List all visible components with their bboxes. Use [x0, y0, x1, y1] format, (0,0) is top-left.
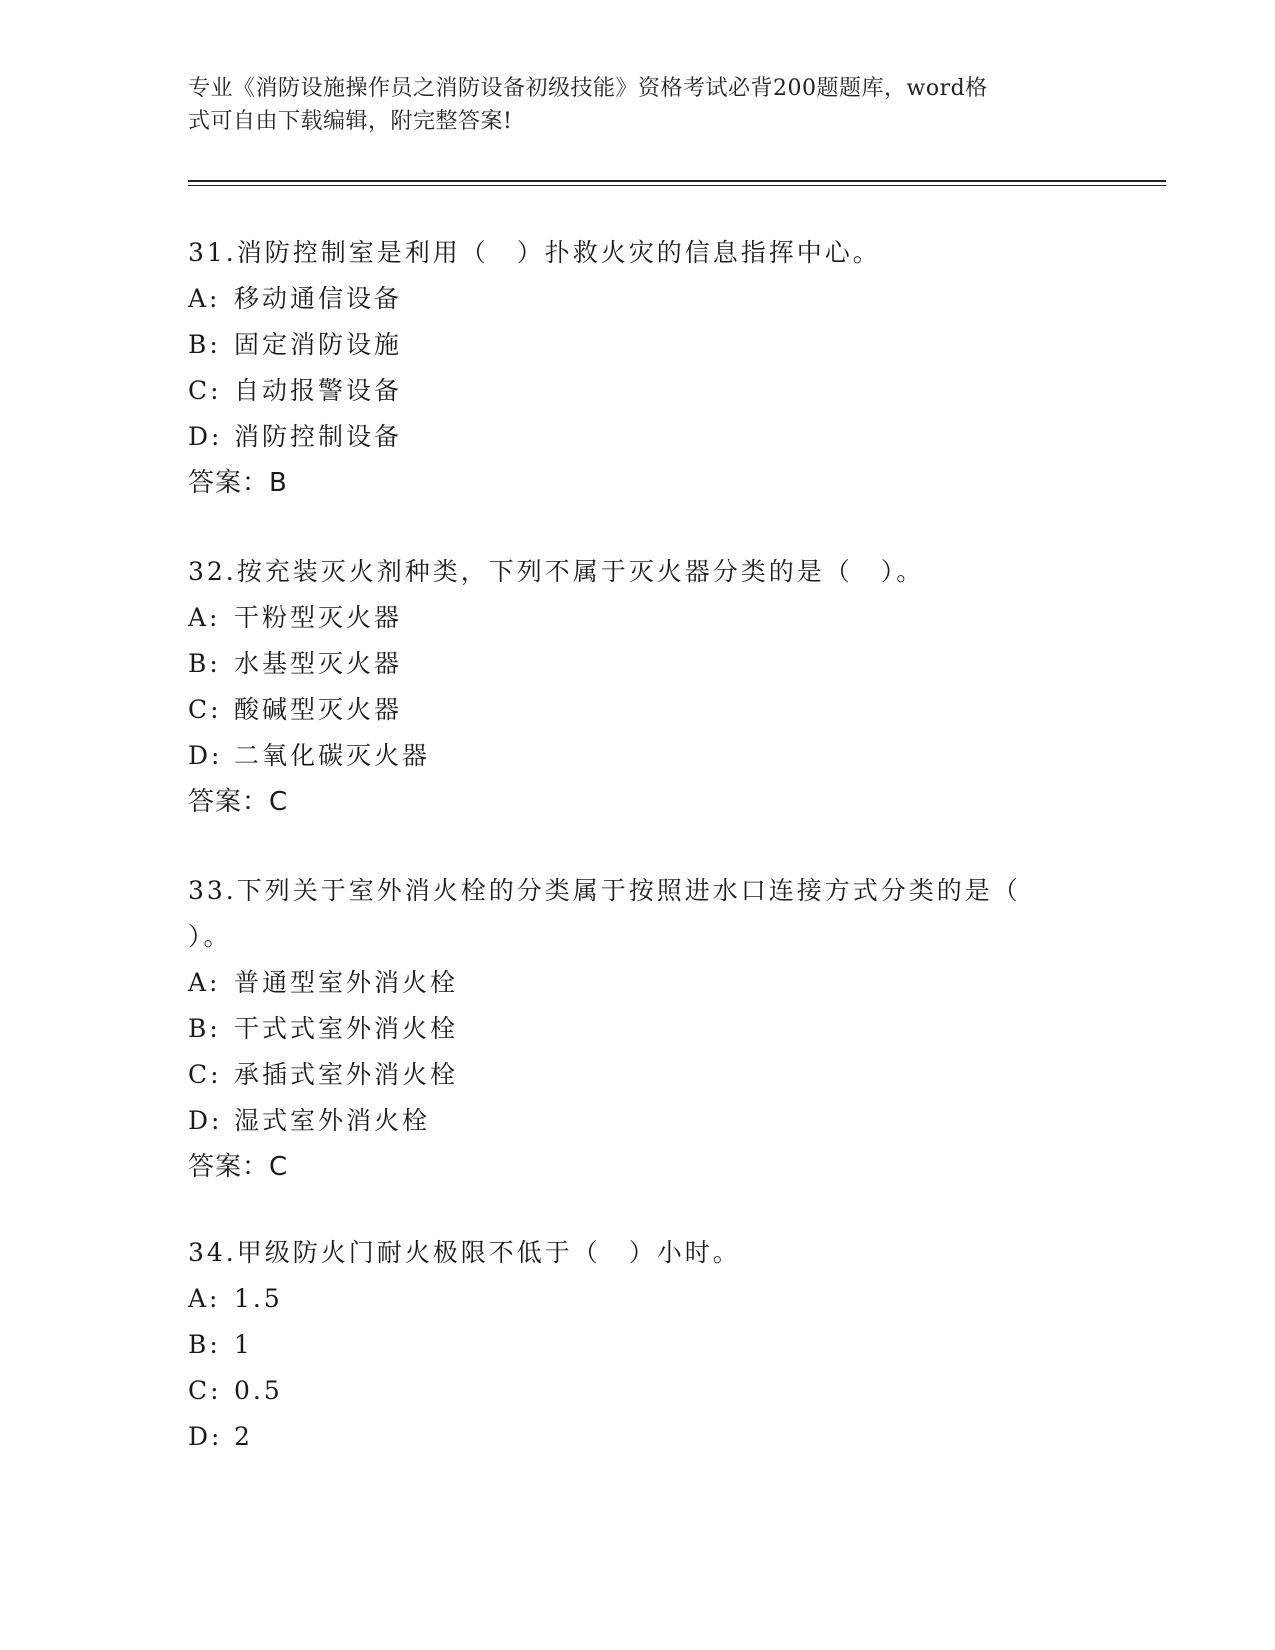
option-c — [188, 1368, 1088, 1414]
option-d — [188, 733, 1088, 779]
option-key: C: — [188, 1376, 222, 1405]
option-b — [188, 1006, 1088, 1052]
question-stem-continuation: ）。 — [188, 922, 232, 951]
question-stem: 32.按充装灭火剂种类，下列不属于灭火器分类的是（ ）。 — [188, 557, 925, 586]
option-text: 移动通信设备 — [234, 284, 403, 313]
option-b — [188, 1322, 1088, 1368]
option-a — [188, 276, 1088, 322]
answer-line: 答案：C — [188, 1152, 289, 1182]
option-b — [188, 641, 1088, 687]
option-text: 二氧化碳灭火器 — [234, 741, 431, 770]
question-32 — [188, 549, 1088, 825]
option-text: 消防控制设备 — [234, 422, 403, 451]
option-text: 2 — [234, 1422, 253, 1451]
option-key: A: — [188, 1284, 221, 1313]
option-d — [188, 1098, 1088, 1144]
option-a — [188, 1276, 1088, 1322]
question-34 — [188, 1230, 1088, 1460]
document-header — [188, 72, 1068, 138]
answer-line: 答案：B — [188, 468, 288, 498]
option-text: 固定消防设施 — [234, 330, 403, 359]
option-text: 干式式室外消火栓 — [234, 1014, 459, 1043]
option-key: A: — [188, 284, 221, 313]
question-stem: 33.下列关于室外消火栓的分类属于按照进水口连接方式分类的是（ — [188, 876, 1021, 905]
header-line-1: 专业《消防设施操作员之消防设备初级技能》资格考试必背200题题库，word格 — [188, 76, 988, 101]
question-stem: 34.甲级防火门耐火极限不低于（ ）小时。 — [188, 1238, 741, 1267]
header-divider-bottom — [188, 185, 1166, 186]
option-text: 1.5 — [234, 1284, 283, 1313]
option-text: 普通型室外消火栓 — [234, 968, 459, 997]
option-text: 水基型灭火器 — [234, 649, 403, 678]
header-line-2: 式可自由下载编辑，附完整答案! — [188, 109, 513, 134]
option-text: 湿式室外消火栓 — [234, 1106, 431, 1135]
option-b — [188, 322, 1088, 368]
question-31 — [188, 230, 1088, 506]
option-a — [188, 960, 1088, 1006]
header-divider-top — [188, 180, 1166, 182]
option-key: B: — [188, 330, 221, 359]
option-key: D: — [188, 1422, 223, 1451]
question-stem: 31.消防控制室是利用（ ）扑救火灾的信息指挥中心。 — [188, 238, 881, 267]
option-key: C: — [188, 376, 222, 405]
option-key: B: — [188, 1014, 221, 1043]
option-key: D: — [188, 1106, 223, 1135]
option-text: 酸碱型灭火器 — [234, 695, 403, 724]
option-key: B: — [188, 1330, 221, 1359]
option-text: 承插式室外消火栓 — [234, 1060, 459, 1089]
option-text: 自动报警设备 — [234, 376, 403, 405]
option-key: D: — [188, 422, 223, 451]
option-key: A: — [188, 603, 221, 632]
option-c — [188, 368, 1088, 414]
option-text: 干粉型灭火器 — [234, 603, 403, 632]
option-d — [188, 1414, 1088, 1460]
option-key: C: — [188, 695, 222, 724]
option-text: 0.5 — [234, 1376, 283, 1405]
option-text: 1 — [234, 1330, 253, 1359]
option-key: B: — [188, 649, 221, 678]
option-a — [188, 595, 1088, 641]
option-c — [188, 687, 1088, 733]
option-key: D: — [188, 741, 223, 770]
option-key: C: — [188, 1060, 222, 1089]
option-d — [188, 414, 1088, 460]
answer-line: 答案：C — [188, 787, 289, 817]
option-key: A: — [188, 968, 221, 997]
option-c — [188, 1052, 1088, 1098]
question-33 — [188, 868, 1088, 1190]
